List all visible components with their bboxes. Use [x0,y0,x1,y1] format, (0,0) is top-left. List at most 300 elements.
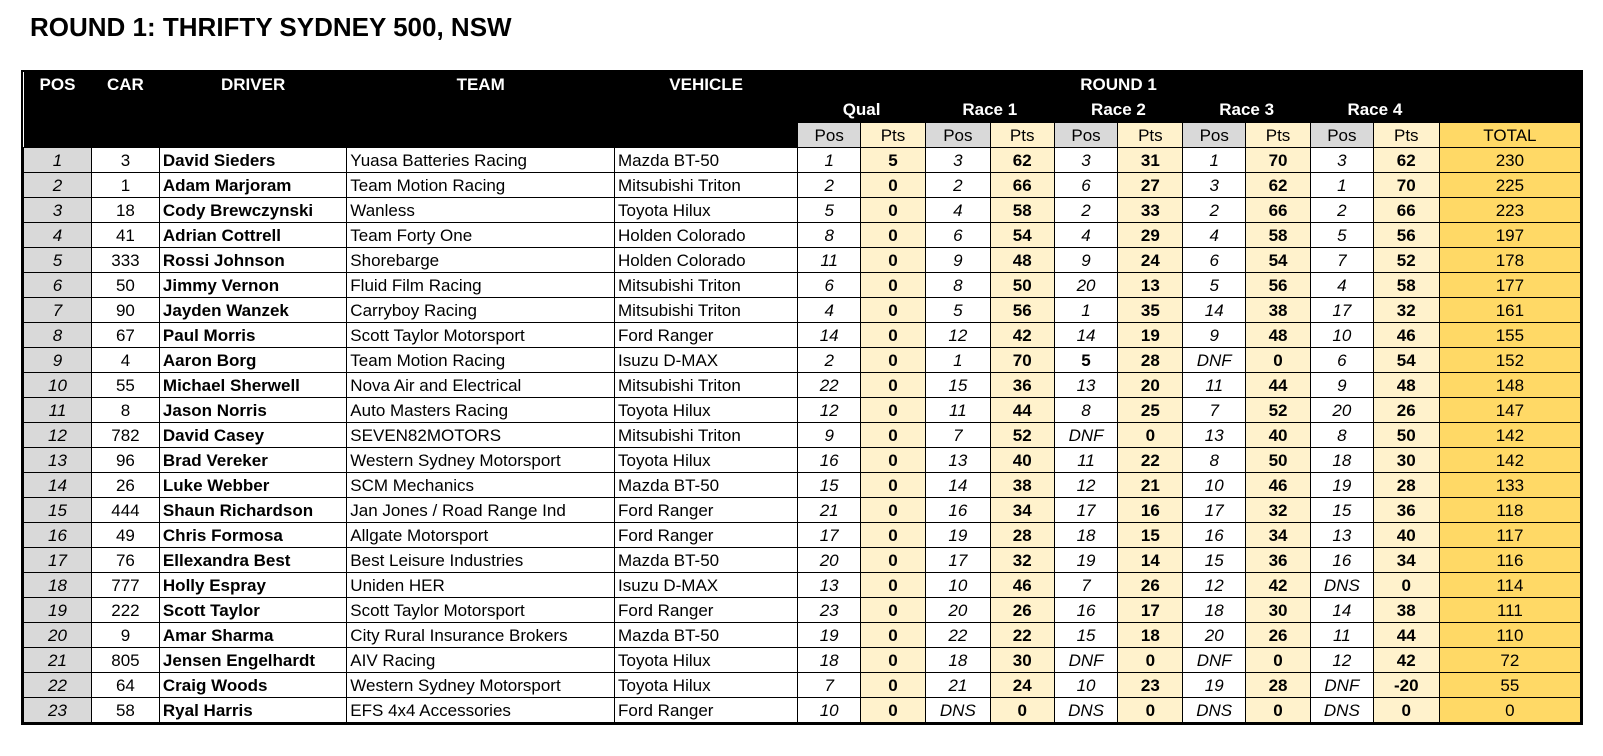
position-cell: 1 [24,148,92,173]
race1-pts-cell: 70 [990,348,1054,373]
table-row [24,198,1581,223]
driver-cell: Amar Sharma [159,623,346,648]
header-race3-pts: Pts [1246,123,1311,148]
race2-pts-cell: 17 [1118,598,1183,623]
qual-pos-cell: 23 [798,598,861,623]
vehicle-cell: Ford Ranger [615,498,798,523]
race2-pos-cell: 16 [1054,598,1118,623]
header-qual-pos: Pos [798,123,861,148]
qual-pts-cell: 0 [861,423,926,448]
total-cell: 55 [1439,673,1580,698]
position-cell: 9 [24,348,92,373]
driver-cell: Ellexandra Best [159,548,346,573]
race4-pts-cell: 66 [1373,198,1439,223]
race4-pos-cell: 15 [1310,498,1373,523]
race4-pts-cell: 26 [1373,398,1439,423]
race2-pts-cell: 15 [1118,523,1183,548]
position-cell: 16 [24,523,92,548]
race3-pts-cell: 52 [1246,398,1311,423]
position-cell: 13 [24,448,92,473]
race1-pts-cell: 44 [990,398,1054,423]
race3-pos-cell: 3 [1183,173,1246,198]
table-row [24,173,1581,198]
race3-pts-cell: 40 [1246,423,1311,448]
driver-cell: Michael Sherwell [159,373,346,398]
race1-pos-cell: DNS [925,698,990,723]
team-cell: Jan Jones / Road Range Ind [347,498,615,523]
race4-pos-cell: 3 [1310,148,1373,173]
race1-pts-cell: 56 [990,298,1054,323]
table-row [24,698,1581,723]
position-cell: 10 [24,373,92,398]
driver-cell: Ryal Harris [159,698,346,723]
race1-pos-cell: 15 [925,373,990,398]
race4-pos-cell: 19 [1310,473,1373,498]
race4-pts-cell: 70 [1373,173,1439,198]
race2-pts-cell: 0 [1118,423,1183,448]
race4-pts-cell: 46 [1373,323,1439,348]
position-cell: 18 [24,573,92,598]
team-cell: SCM Mechanics [347,473,615,498]
vehicle-cell: Mitsubishi Triton [615,173,798,198]
header-qual: Qual [798,97,926,123]
table-row [24,498,1581,523]
race4-pos-cell: DNS [1310,698,1373,723]
vehicle-cell: Mitsubishi Triton [615,373,798,398]
header-team: TEAM [347,72,615,97]
qual-pts-cell: 0 [861,323,926,348]
race4-pos-cell: 4 [1310,273,1373,298]
race1-pos-cell: 7 [925,423,990,448]
table-body [24,148,1581,723]
race1-pos-cell: 22 [925,623,990,648]
race1-pts-cell: 38 [990,473,1054,498]
race3-pos-cell: 17 [1183,498,1246,523]
car-number-cell: 3 [91,148,159,173]
race4-pts-cell: 34 [1373,548,1439,573]
race2-pts-cell: 25 [1118,398,1183,423]
team-cell: Team Forty One [347,223,615,248]
race2-pts-cell: 19 [1118,323,1183,348]
race3-pts-cell: 30 [1246,598,1311,623]
race4-pos-cell: 7 [1310,248,1373,273]
header-race1-pos: Pos [925,123,990,148]
race3-pts-cell: 32 [1246,498,1311,523]
qual-pts-cell: 0 [861,623,926,648]
race3-pts-cell: 36 [1246,548,1311,573]
table-row [24,273,1581,298]
qual-pos-cell: 6 [798,273,861,298]
total-cell: 148 [1439,373,1580,398]
race4-pts-cell: 44 [1373,623,1439,648]
team-cell: Team Motion Racing [347,348,615,373]
race4-pts-cell: 32 [1373,298,1439,323]
race1-pts-cell: 24 [990,673,1054,698]
race2-pts-cell: 31 [1118,148,1183,173]
race2-pts-cell: 21 [1118,473,1183,498]
race3-pts-cell: 42 [1246,573,1311,598]
driver-cell: Craig Woods [159,673,346,698]
header-race2-pos: Pos [1054,123,1118,148]
total-cell: 116 [1439,548,1580,573]
race2-pts-cell: 28 [1118,348,1183,373]
race4-pos-cell: 10 [1310,323,1373,348]
race1-pos-cell: 20 [925,598,990,623]
position-cell: 7 [24,298,92,323]
team-cell: Western Sydney Motorsport [347,448,615,473]
race2-pos-cell: 5 [1054,348,1118,373]
race2-pos-cell: 15 [1054,623,1118,648]
total-cell: 177 [1439,273,1580,298]
race4-pts-cell: 38 [1373,598,1439,623]
race4-pos-cell: 8 [1310,423,1373,448]
vehicle-cell: Mitsubishi Triton [615,423,798,448]
qual-pts-cell: 0 [861,173,926,198]
header-pos: POS [24,72,92,97]
race2-pos-cell: 11 [1054,448,1118,473]
vehicle-cell: Ford Ranger [615,598,798,623]
race3-pts-cell: 50 [1246,448,1311,473]
race1-pts-cell: 34 [990,498,1054,523]
race2-pos-cell: DNF [1054,423,1118,448]
driver-cell: Adam Marjoram [159,173,346,198]
race1-pos-cell: 9 [925,248,990,273]
race3-pos-cell: DNF [1183,648,1246,673]
race4-pos-cell: 18 [1310,448,1373,473]
qual-pts-cell: 0 [861,648,926,673]
car-number-cell: 41 [91,223,159,248]
qual-pts-cell: 0 [861,698,926,723]
race3-pts-cell: 62 [1246,173,1311,198]
team-cell: Fluid Film Racing [347,273,615,298]
race4-pos-cell: DNF [1310,673,1373,698]
team-cell: EFS 4x4 Accessories [347,698,615,723]
race1-pts-cell: 50 [990,273,1054,298]
race3-pos-cell: 4 [1183,223,1246,248]
race1-pts-cell: 58 [990,198,1054,223]
race2-pts-cell: 23 [1118,673,1183,698]
driver-cell: Cody Brewczynski [159,198,346,223]
race4-pts-cell: 42 [1373,648,1439,673]
vehicle-cell: Ford Ranger [615,698,798,723]
results-table [23,72,1581,723]
race2-pts-cell: 27 [1118,173,1183,198]
race1-pts-cell: 46 [990,573,1054,598]
header-race3: Race 3 [1183,97,1311,123]
race3-pos-cell: 11 [1183,373,1246,398]
driver-cell: Jimmy Vernon [159,273,346,298]
race1-pts-cell: 52 [990,423,1054,448]
race1-pts-cell: 0 [990,698,1054,723]
driver-cell: Jensen Engelhardt [159,648,346,673]
vehicle-cell: Toyota Hilux [615,198,798,223]
car-number-cell: 18 [91,198,159,223]
car-number-cell: 333 [91,248,159,273]
qual-pos-cell: 16 [798,448,861,473]
qual-pos-cell: 19 [798,623,861,648]
position-cell: 2 [24,173,92,198]
team-cell: Auto Masters Racing [347,398,615,423]
race3-pos-cell: 13 [1183,423,1246,448]
car-number-cell: 4 [91,348,159,373]
results-table-frame [21,70,1583,725]
race4-pos-cell: 1 [1310,173,1373,198]
race1-pts-cell: 36 [990,373,1054,398]
header-round: ROUND 1 [798,72,1439,97]
header-qual-pts: Pts [861,123,926,148]
race3-pts-cell: 56 [1246,273,1311,298]
qual-pos-cell: 13 [798,573,861,598]
car-number-cell: 76 [91,548,159,573]
race2-pts-cell: 24 [1118,248,1183,273]
race1-pos-cell: 5 [925,298,990,323]
vehicle-cell: Mitsubishi Triton [615,298,798,323]
header-driver: DRIVER [159,72,346,97]
qual-pos-cell: 2 [798,173,861,198]
car-number-cell: 90 [91,298,159,323]
race2-pts-cell: 18 [1118,623,1183,648]
car-number-cell: 222 [91,598,159,623]
qual-pos-cell: 14 [798,323,861,348]
qual-pos-cell: 18 [798,648,861,673]
vehicle-cell: Mazda BT-50 [615,148,798,173]
car-number-cell: 1 [91,173,159,198]
table-row [24,148,1581,173]
car-number-cell: 58 [91,698,159,723]
race1-pos-cell: 2 [925,173,990,198]
race3-pts-cell: 48 [1246,323,1311,348]
team-cell: Western Sydney Motorsport [347,673,615,698]
race2-pts-cell: 26 [1118,573,1183,598]
driver-cell: Aaron Borg [159,348,346,373]
race2-pts-cell: 13 [1118,273,1183,298]
race3-pos-cell: 14 [1183,298,1246,323]
race1-pts-cell: 32 [990,548,1054,573]
race4-pts-cell: 56 [1373,223,1439,248]
race1-pos-cell: 12 [925,323,990,348]
race2-pos-cell: 13 [1054,373,1118,398]
race2-pos-cell: 7 [1054,573,1118,598]
driver-cell: Rossi Johnson [159,248,346,273]
vehicle-cell: Isuzu D-MAX [615,348,798,373]
position-cell: 20 [24,623,92,648]
race3-pts-cell: 0 [1246,348,1311,373]
position-cell: 15 [24,498,92,523]
race3-pos-cell: 5 [1183,273,1246,298]
race1-pos-cell: 1 [925,348,990,373]
header-vehicle: VEHICLE [615,72,798,97]
race1-pts-cell: 26 [990,598,1054,623]
race2-pts-cell: 0 [1118,698,1183,723]
header-race4-pts: Pts [1373,123,1439,148]
team-cell: Scott Taylor Motorsport [347,323,615,348]
race1-pts-cell: 66 [990,173,1054,198]
race2-pts-cell: 14 [1118,548,1183,573]
table-row [24,548,1581,573]
race1-pts-cell: 28 [990,523,1054,548]
race3-pos-cell: 10 [1183,473,1246,498]
race3-pos-cell: 19 [1183,673,1246,698]
race1-pts-cell: 62 [990,148,1054,173]
race1-pts-cell: 30 [990,648,1054,673]
team-cell: Scott Taylor Motorsport [347,598,615,623]
qual-pos-cell: 20 [798,548,861,573]
race2-pos-cell: 19 [1054,548,1118,573]
team-cell: Best Leisure Industries [347,548,615,573]
driver-cell: David Casey [159,423,346,448]
race4-pos-cell: 17 [1310,298,1373,323]
table-row [24,348,1581,373]
table-row [24,373,1581,398]
qual-pos-cell: 8 [798,223,861,248]
race1-pos-cell: 4 [925,198,990,223]
race1-pts-cell: 22 [990,623,1054,648]
race3-pos-cell: DNF [1183,348,1246,373]
race2-pos-cell: DNF [1054,648,1118,673]
qual-pts-cell: 0 [861,598,926,623]
header-race1: Race 1 [925,97,1054,123]
team-cell: Carryboy Racing [347,298,615,323]
position-cell: 23 [24,698,92,723]
car-number-cell: 55 [91,373,159,398]
race4-pos-cell: DNS [1310,573,1373,598]
car-number-cell: 67 [91,323,159,348]
race1-pos-cell: 18 [925,648,990,673]
car-number-cell: 782 [91,423,159,448]
race2-pts-cell: 33 [1118,198,1183,223]
race4-pos-cell: 9 [1310,373,1373,398]
qual-pts-cell: 0 [861,223,926,248]
total-cell: 197 [1439,223,1580,248]
race2-pos-cell: 10 [1054,673,1118,698]
total-cell: 147 [1439,398,1580,423]
qual-pos-cell: 1 [798,148,861,173]
race3-pos-cell: 1 [1183,148,1246,173]
header-race4-pos: Pos [1310,123,1373,148]
race3-pts-cell: 26 [1246,623,1311,648]
header-race2: Race 2 [1054,97,1183,123]
qual-pos-cell: 10 [798,698,861,723]
vehicle-cell: Toyota Hilux [615,673,798,698]
race2-pts-cell: 22 [1118,448,1183,473]
qual-pos-cell: 15 [798,473,861,498]
vehicle-cell: Holden Colorado [615,248,798,273]
race1-pts-cell: 54 [990,223,1054,248]
race3-pts-cell: 70 [1246,148,1311,173]
driver-cell: Jason Norris [159,398,346,423]
total-cell: 133 [1439,473,1580,498]
race4-pts-cell: 50 [1373,423,1439,448]
vehicle-cell: Mazda BT-50 [615,473,798,498]
header-race4: Race 4 [1310,97,1439,123]
qual-pts-cell: 0 [861,498,926,523]
driver-cell: Jayden Wanzek [159,298,346,323]
race3-pts-cell: 44 [1246,373,1311,398]
position-cell: 8 [24,323,92,348]
vehicle-cell: Isuzu D-MAX [615,573,798,598]
race4-pos-cell: 20 [1310,398,1373,423]
position-cell: 19 [24,598,92,623]
total-cell: 178 [1439,248,1580,273]
team-cell: Shorebarge [347,248,615,273]
race4-pos-cell: 5 [1310,223,1373,248]
table-row [24,298,1581,323]
table-row [24,223,1581,248]
position-cell: 22 [24,673,92,698]
race3-pts-cell: 38 [1246,298,1311,323]
race3-pts-cell: 46 [1246,473,1311,498]
team-cell: SEVEN82MOTORS [347,423,615,448]
total-cell: 114 [1439,573,1580,598]
driver-cell: Luke Webber [159,473,346,498]
position-cell: 11 [24,398,92,423]
team-cell: Uniden HER [347,573,615,598]
race2-pos-cell: 12 [1054,473,1118,498]
race2-pos-cell: 4 [1054,223,1118,248]
car-number-cell: 444 [91,498,159,523]
qual-pts-cell: 0 [861,523,926,548]
race3-pos-cell: 2 [1183,198,1246,223]
race2-pos-cell: 1 [1054,298,1118,323]
qual-pts-cell: 0 [861,198,926,223]
qual-pts-cell: 0 [861,348,926,373]
qual-pos-cell: 9 [798,423,861,448]
driver-cell: Adrian Cottrell [159,223,346,248]
race4-pts-cell: 40 [1373,523,1439,548]
driver-cell: David Sieders [159,148,346,173]
vehicle-cell: Toyota Hilux [615,648,798,673]
race2-pos-cell: 17 [1054,498,1118,523]
race3-pos-cell: 9 [1183,323,1246,348]
race3-pos-cell: 7 [1183,398,1246,423]
race3-pos-cell: 16 [1183,523,1246,548]
car-number-cell: 26 [91,473,159,498]
total-cell: 155 [1439,323,1580,348]
table-row [24,423,1581,448]
car-number-cell: 64 [91,673,159,698]
total-cell: 223 [1439,198,1580,223]
race2-pts-cell: 16 [1118,498,1183,523]
car-number-cell: 9 [91,623,159,648]
race4-pts-cell: 48 [1373,373,1439,398]
race1-pos-cell: 3 [925,148,990,173]
qual-pts-cell: 0 [861,248,926,273]
race1-pos-cell: 13 [925,448,990,473]
team-cell: Yuasa Batteries Racing [347,148,615,173]
race3-pts-cell: 34 [1246,523,1311,548]
qual-pos-cell: 5 [798,198,861,223]
driver-cell: Chris Formosa [159,523,346,548]
total-cell: 161 [1439,298,1580,323]
team-cell: Team Motion Racing [347,173,615,198]
race2-pos-cell: 2 [1054,198,1118,223]
driver-cell: Holly Espray [159,573,346,598]
team-cell: AIV Racing [347,648,615,673]
header-car: CAR [91,72,159,97]
race1-pts-cell: 40 [990,448,1054,473]
total-cell: 142 [1439,448,1580,473]
qual-pos-cell: 4 [798,298,861,323]
driver-cell: Shaun Richardson [159,498,346,523]
race2-pts-cell: 20 [1118,373,1183,398]
race3-pos-cell: 18 [1183,598,1246,623]
position-cell: 17 [24,548,92,573]
qual-pts-cell: 0 [861,273,926,298]
race3-pts-cell: 54 [1246,248,1311,273]
race4-pts-cell: 52 [1373,248,1439,273]
position-cell: 5 [24,248,92,273]
qual-pts-cell: 0 [861,473,926,498]
